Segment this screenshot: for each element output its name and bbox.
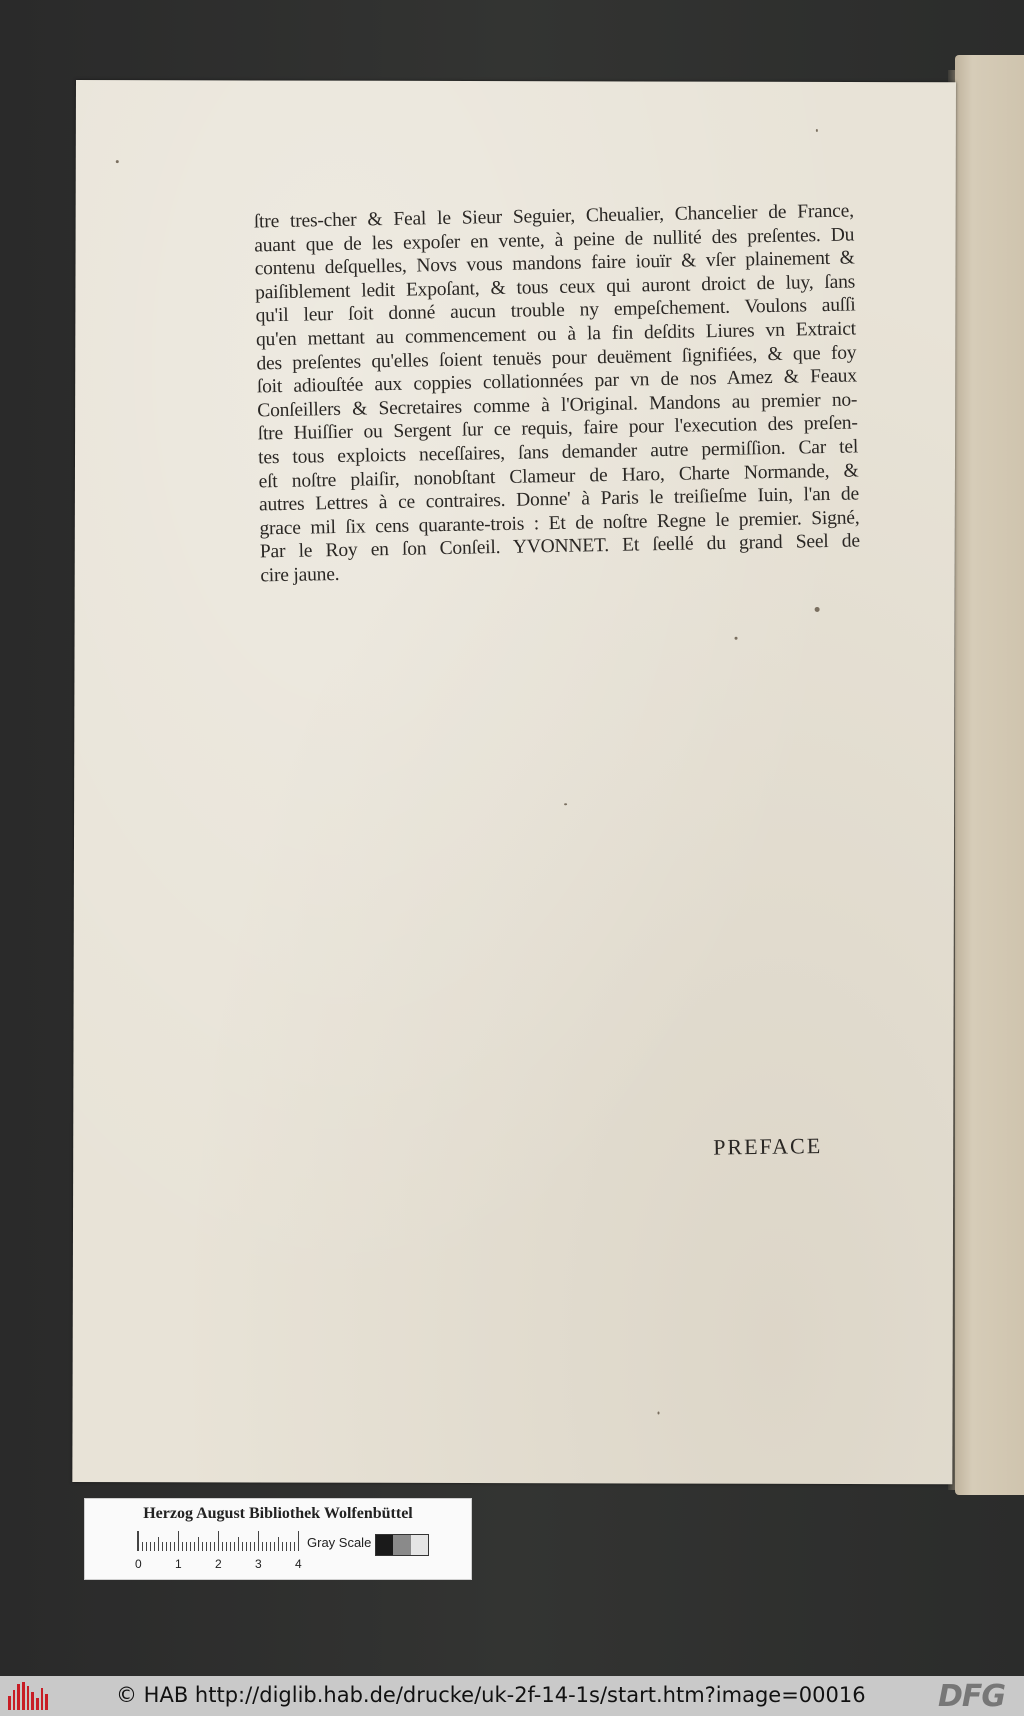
hab-logo-bar xyxy=(31,1692,34,1710)
ruler-tick xyxy=(286,1542,287,1551)
ruler-tick xyxy=(210,1542,211,1551)
hab-logo-bar xyxy=(22,1682,25,1710)
privilege-text xyxy=(254,199,861,587)
ruler-tick xyxy=(162,1542,163,1551)
ruler-tick xyxy=(254,1542,255,1551)
ruler-tick xyxy=(234,1542,235,1551)
text-line: ſoit adiouſtée aux coppies collationnées par vn de nos Amez & Feaux xyxy=(256,365,857,398)
hab-logo-bar xyxy=(8,1696,11,1710)
ruler-number: 3 xyxy=(255,1557,262,1571)
ruler-tick xyxy=(226,1542,227,1551)
text-line: ſtre Huiſſier ou Sergent ſur ce requis, faire pour l'execution des preſen- xyxy=(257,412,858,445)
text-line: autres Lettres à ce contraires. Donne' à Paris le treiſieſme Iuin, l'an de xyxy=(258,483,860,516)
ruler-tick xyxy=(258,1531,259,1551)
paper-speck xyxy=(735,637,738,640)
hab-logo-bar xyxy=(36,1698,39,1710)
gray-swatch-dark xyxy=(376,1535,393,1555)
dfg-logo: DFG xyxy=(938,1679,1006,1714)
ruler-tick xyxy=(202,1542,203,1551)
ruler-tick xyxy=(270,1542,271,1551)
hab-logo-bar xyxy=(41,1688,44,1710)
hab-logo-bar xyxy=(13,1690,16,1710)
text-line: Par le Roy en ſon Conſeil. YVONNET. Et ſeellé du grand Seel de xyxy=(259,530,861,563)
text-line: eſt noſtre plaiſir, nonobſtant Clameur de Haro, Charte Normande, & xyxy=(258,459,859,492)
gray-swatch-light xyxy=(411,1535,428,1555)
text-line: paiſiblement ledit Expoſant, & tous ceux qui auront droict de luy, ſans xyxy=(254,271,856,304)
ruler-tick xyxy=(290,1542,291,1551)
library-label-card xyxy=(84,1498,472,1580)
ruler-tick xyxy=(174,1542,175,1551)
ruler-tick xyxy=(262,1542,263,1551)
ruler-tick xyxy=(190,1542,191,1551)
ruler-tick xyxy=(178,1531,179,1551)
text-line: ſtre tres-cher & Feal le Sieur Seguier, Cheualier, Chancelier de France, xyxy=(253,200,854,233)
ruler-tick xyxy=(298,1531,299,1551)
hab-logo-icon xyxy=(8,1682,48,1710)
ruler-tick xyxy=(198,1537,199,1551)
ruler-tick xyxy=(222,1542,223,1551)
footer-url[interactable]: © HAB http://diglib.hab.de/drucke/uk-2f-14-1s/start.htm?image=00016 xyxy=(116,1683,866,1707)
paper-speck xyxy=(658,1412,660,1415)
ruler-tick xyxy=(158,1537,159,1551)
ruler-tick xyxy=(238,1537,239,1551)
ruler-tick xyxy=(194,1542,195,1551)
ruler-tick xyxy=(186,1542,187,1551)
text-line: qu'en mettant au commencement ou à la fin deſdits Liures vn Extraict xyxy=(255,318,857,351)
document-page xyxy=(72,80,956,1484)
scale-ruler xyxy=(137,1531,298,1551)
ruler-tick xyxy=(242,1542,243,1551)
ruler-tick xyxy=(182,1542,183,1551)
catchword: PREFACE xyxy=(713,1133,823,1160)
ruler-tick xyxy=(166,1542,167,1551)
ruler-tick xyxy=(294,1542,295,1551)
paper-speck xyxy=(815,607,820,612)
ruler-tick xyxy=(278,1537,279,1551)
ruler-tick xyxy=(170,1542,171,1551)
paper-speck xyxy=(816,129,818,132)
ruler-number: 2 xyxy=(215,1557,222,1571)
gray-scale-swatch xyxy=(375,1534,429,1556)
hab-logo-bar xyxy=(27,1686,30,1710)
paper-speck xyxy=(564,803,567,805)
text-line: cire jaune. xyxy=(260,563,340,587)
ruler-tick xyxy=(246,1542,247,1551)
hab-logo-bar xyxy=(17,1684,20,1710)
text-line: auant que de les expoſer en vente, à peine de nullité des preſentes. Du xyxy=(254,224,855,257)
facing-page xyxy=(955,55,1024,1495)
ruler-number: 4 xyxy=(295,1557,302,1571)
ruler-tick xyxy=(230,1542,231,1551)
ruler-tick xyxy=(154,1542,155,1551)
ruler-tick xyxy=(250,1542,251,1551)
ruler-tick xyxy=(142,1542,143,1551)
text-line: tes tous exploicts neceſſaires, ſans demander autre permiſſion. Car tel xyxy=(258,436,859,469)
ruler-tick xyxy=(214,1542,215,1551)
text-line: grace mil ſix cens quarante-trois : Et de noſtre Regne le premier. Signé, xyxy=(259,507,860,540)
text-line: Conſeillers & Secretaires comme à l'Original. Mandons au premier no- xyxy=(257,389,858,422)
ruler-tick xyxy=(206,1542,207,1551)
gray-swatch-mid xyxy=(393,1535,410,1555)
hab-logo-bar xyxy=(45,1694,48,1710)
text-line: contenu deſquelles, Novs vous mandons faire iouïr & vſer plainement & xyxy=(254,247,855,280)
text-line: des preſentes qu'elles ſoient tenuës pour deuëment ſignifiées, & que foy xyxy=(256,342,857,375)
ruler-number: 0 xyxy=(135,1557,142,1571)
ruler-tick xyxy=(218,1531,219,1551)
ruler-tick xyxy=(274,1542,275,1551)
gray-scale-label: Gray Scale xyxy=(307,1535,372,1550)
ruler-tick xyxy=(146,1542,147,1551)
ruler-tick xyxy=(138,1531,139,1551)
text-line: qu'il leur ſoit donné aucun trouble ny empeſchement. Voulons auſſi xyxy=(255,294,856,327)
library-name: Herzog August Bibliothek Wolfenbüttel xyxy=(143,1505,413,1522)
paper-speck xyxy=(116,160,119,163)
ruler-tick xyxy=(150,1542,151,1551)
ruler-number: 1 xyxy=(175,1557,182,1571)
ruler-tick xyxy=(282,1542,283,1551)
ruler-tick xyxy=(266,1542,267,1551)
